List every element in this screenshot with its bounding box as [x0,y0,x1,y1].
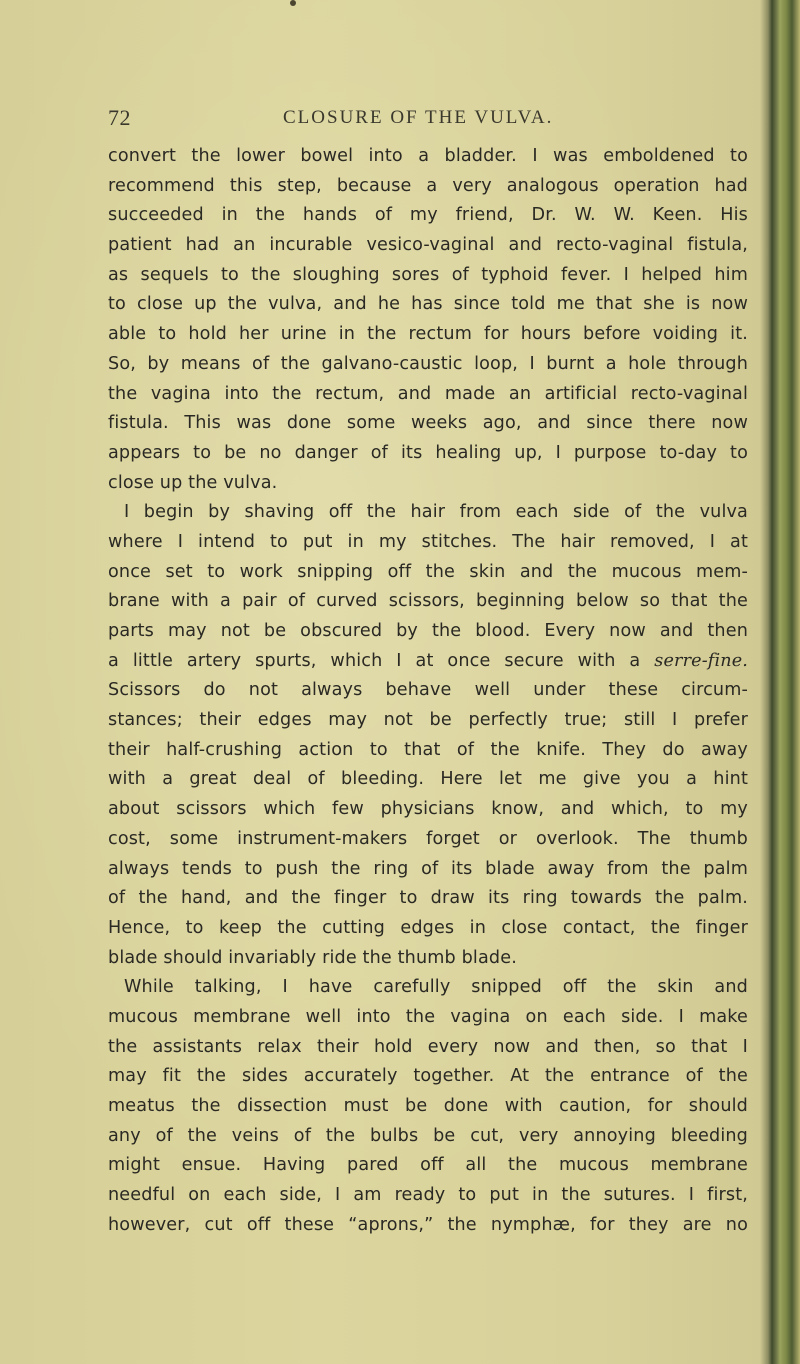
text-line: cost, some instrument-makers forget or overlook. The thumb [108,828,748,849]
text-line: as sequels to the sloughing sores of typhoid fever. I helped him [108,264,748,285]
text-line: blade should invariably ride the thumb blade. [108,947,517,968]
text-line: needful on each side, I am ready to put in the sutures. I first, [108,1185,748,1206]
text-line: Hence, to keep the cutting edges in close contact, the finger [108,917,748,938]
text-line: of the hand, and the finger to draw its ring towards the palm. [108,888,748,909]
text-line: close up the vulva. [108,472,278,493]
page-gutter-edge [760,0,800,1364]
text-line: convert the lower bowel into a bladder. I was emboldened to [108,146,748,166]
paragraph-start-line: While talking, I have carefully snipped off the skin and [124,977,748,998]
text-line: to close up the vulva, and he has since told me that she is now [108,294,748,315]
text-line: recommend this step, because a very analogous operation had [108,175,748,196]
body-text [108,142,748,1240]
text-line: succeeded in the hands of my friend, Dr. W. W. Keen. His [108,205,748,226]
ink-spot [290,0,296,6]
text-line: patient had an incurable vesico-vaginal and recto-vaginal fistula, [108,235,748,256]
text-line: the vagina into the rectum, and made an artificial recto-vaginal [108,383,748,404]
text-line: able to hold her urine in the rectum for hours before voiding it. [108,324,748,345]
text-line: with a great deal of bleeding. Here let me give you a hint [108,769,748,790]
text-line: appears to be no danger of its healing up, I purpose to-day to [108,442,748,463]
text-line: brane with a pair of curved scissors, beginning below so that the [108,591,748,612]
text-line: stances; their edges may not be perfectly true; still I prefer [108,710,748,731]
text-line: always tends to push the ring of its blade away from the palm [108,858,748,879]
text-line-with-italic [108,647,748,677]
text-line: might ensue. Having pared off all the mucous membrane [108,1155,748,1176]
text-line: the assistants relax their hold every now and then, so that I [108,1036,748,1057]
text-line: So, by means of the galvano-caustic loop, I burnt a hole through [108,353,748,374]
running-title: CLOSURE OF THE VULVA. [283,107,554,128]
text-line: mucous membrane well into the vagina on each side. I make [108,1006,748,1027]
text-line: fistula. This was done some weeks ago, and since there now [108,413,748,434]
running-head [108,105,748,135]
text-line: any of the veins of the bulbs be cut, very annoying bleeding [108,1125,748,1146]
paragraph-start-line: I begin by shaving off the hair from each side of the vulva [124,502,748,523]
text-line: their half-crushing action to that of the knife. They do away [108,739,748,760]
italic-term: serre-fine. [654,650,749,671]
page-number: 72 [108,105,131,130]
text-line: about scissors which few physicians know, and which, to my [108,799,748,820]
text-line: once set to work snipping off the skin and the mucous mem- [108,561,748,582]
text-line: Scissors do not always behave well under these circum- [108,680,748,701]
text-line: where I intend to put in my stitches. The hair removed, I at [108,531,748,552]
text-line: however, cut off these “aprons,” the nymphæ, for they are no [108,1214,748,1235]
text-line: parts may not be obscured by the blood. Every now and then [108,621,748,641]
line-text: a little artery spurts, which I at once secure with a [108,650,641,671]
text-line: may fit the sides accurately together. At the entrance of the [108,1066,748,1087]
text-line: meatus the dissection must be done with caution, for should [108,1096,748,1116]
